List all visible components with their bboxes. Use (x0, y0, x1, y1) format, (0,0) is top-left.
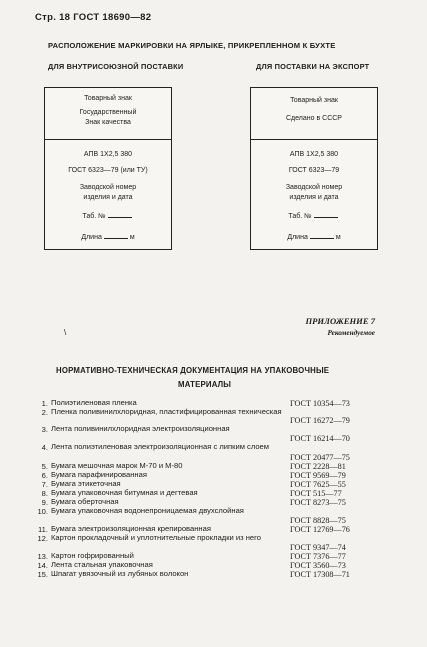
label-length-caption: Длина (287, 234, 308, 241)
item-number: 4. (41, 443, 48, 452)
item-standard: ГОСТ 9569—79 (290, 471, 346, 480)
label-length-caption: Длина (81, 234, 102, 241)
page-header: Стр. 18 ГОСТ 18690—82 (35, 12, 152, 23)
item-name: Шпагат увязочный из лубяных волокон (51, 569, 189, 578)
list-item (34, 443, 394, 462)
item-standard: ГОСТ 8273—75 (290, 498, 346, 507)
label-state: Государственный (79, 109, 137, 116)
blank-line (104, 232, 128, 239)
label-serial: Заводской номер (79, 184, 137, 191)
label-tab-caption: Таб. № (288, 213, 312, 220)
item-number: 1. (41, 399, 48, 408)
column-heading-domestic: ДЛЯ ВНУТРИСОЮЗНОЙ ПОСТАВКИ (48, 62, 184, 71)
label-export (250, 87, 378, 250)
blank-line (314, 211, 338, 218)
label-domestic-header (45, 88, 171, 140)
label-length (45, 232, 171, 241)
item-standard: ГОСТ 7376—77 (290, 552, 346, 561)
section-title: РАСПОЛОЖЕНИЕ МАРКИРОВКИ НА ЯРЛЫКЕ, ПРИКРЕПЛЕННОМ К БУХТЕ (48, 41, 336, 50)
item-number: 3. (41, 425, 48, 434)
list-item (34, 507, 394, 525)
label-tab-caption: Таб. № (82, 213, 106, 220)
list-item (34, 534, 394, 552)
label-quality-mark: Знак качества (85, 119, 131, 126)
stray-mark: \ (64, 328, 67, 337)
label-made-in: Сделано в СССР (286, 115, 342, 122)
list-item (34, 408, 394, 425)
item-number: 15. (37, 570, 48, 579)
item-number: 8. (41, 489, 48, 498)
label-standard: ГОСТ 6323—79 (или ТУ) (68, 167, 148, 174)
item-name: Полиэтиленовая пленка (51, 398, 137, 407)
label-export-header (251, 88, 377, 140)
label-domestic (44, 87, 172, 250)
item-name: Бумага парафинированная (51, 470, 147, 479)
label-length (251, 232, 377, 241)
item-number: 14. (37, 561, 48, 570)
label-product-date: изделия и дата (83, 194, 133, 201)
label-tab-number (251, 211, 377, 220)
item-number: 11. (38, 525, 48, 534)
label-trademark: Товарный знак (290, 97, 338, 104)
item-standard: ГОСТ 2228—81 (290, 462, 346, 471)
item-number: 7. (41, 480, 48, 489)
item-name: Лента поливинилхлоридная электроизоляционная (51, 424, 230, 433)
item-number: 12. (37, 534, 48, 543)
label-cable-mark: АПВ 1Х2,5 380 (289, 151, 339, 158)
list-item (34, 570, 394, 579)
item-standard: ГОСТ 17308—71 (290, 570, 350, 579)
item-standard: ГОСТ 10354—73 (290, 399, 350, 408)
label-length-unit: м (129, 234, 135, 241)
item-standard: ГОСТ 3560—73 (290, 561, 346, 570)
item-standard: ГОСТ 8828—75 (290, 516, 346, 525)
item-name: Бумага упаковочная битумная и дегтевая (51, 488, 198, 497)
item-standard: ГОСТ 7625—55 (290, 480, 346, 489)
label-standard: ГОСТ 6323—79 (288, 167, 340, 174)
doc-title-line2: МАТЕРИАЛЫ (178, 380, 232, 389)
column-heading-export: ДЛЯ ПОСТАВКИ НА ЭКСПОРТ (256, 62, 370, 71)
label-cable-mark: АПВ 1Х2,5 380 (83, 151, 133, 158)
item-name: Картон гофрированный (51, 551, 134, 560)
blank-line (108, 211, 132, 218)
item-standard: ГОСТ 20477—75 (290, 453, 350, 462)
item-number: 5. (41, 462, 48, 471)
appendix-subtitle: Рекомендуемое (327, 329, 375, 337)
item-name: Бумага мешочная марок М-70 и М-80 (51, 461, 183, 470)
item-name: Бумага этикеточная (51, 479, 121, 488)
item-name: Бумага упаковочная водонепроницаемая двухслойная (51, 506, 244, 515)
item-name: Лента стальная упаковочная (51, 560, 153, 569)
doc-title-line1: НОРМАТИВНО-ТЕХНИЧЕСКАЯ ДОКУМЕНТАЦИЯ НА УПАКОВОЧНЫЕ (56, 366, 330, 375)
item-standard: ГОСТ 16214—70 (290, 434, 350, 443)
item-standard: ГОСТ 16272—79 (290, 416, 350, 425)
item-name: Пленка поливинилхлоридная, пластифицированная техническая (51, 407, 282, 416)
item-name: Картон прокладочный и уплотнительные прокладки из него (51, 533, 261, 542)
item-number: 10. (37, 507, 48, 516)
item-name: Бумага электроизоляционная крепированная (51, 524, 211, 533)
item-number: 6. (41, 471, 48, 480)
item-number: 9. (41, 498, 48, 507)
list-item (34, 425, 394, 443)
label-tab-number (45, 211, 171, 220)
blank-line (310, 232, 334, 239)
item-standard: ГОСТ 9347—74 (290, 543, 346, 552)
appendix-title: ПРИЛОЖЕНИЕ 7 (305, 316, 375, 326)
label-trademark: Товарный знак (84, 95, 132, 102)
item-number: 13. (37, 552, 48, 561)
item-name: Лента полиэтиленовая электроизоляционная с липким слоем (51, 442, 270, 451)
item-number: 2. (41, 408, 48, 417)
label-serial: Заводской номер (285, 184, 343, 191)
item-standard: ГОСТ 515—77 (290, 489, 342, 498)
item-name: Бумага оберточная (51, 497, 119, 506)
label-product-date: изделия и дата (289, 194, 339, 201)
item-standard: ГОСТ 12769—76 (290, 525, 350, 534)
label-length-unit: м (335, 234, 341, 241)
